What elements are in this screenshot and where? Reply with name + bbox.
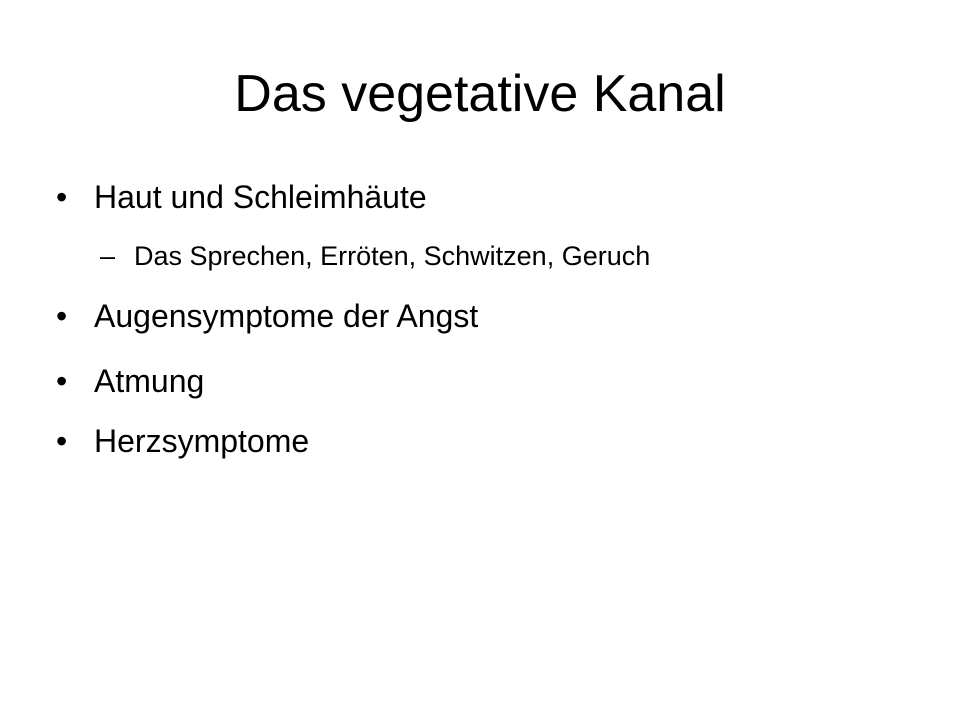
bullet-marker: • bbox=[56, 363, 68, 399]
bullet-item bbox=[56, 296, 478, 336]
bullet-text: Augensymptome der Angst bbox=[94, 298, 479, 334]
bullet-item bbox=[56, 421, 309, 461]
bullet-text: Herzsymptome bbox=[94, 423, 310, 459]
bullet-text: Atmung bbox=[94, 363, 205, 399]
bullet-marker: • bbox=[56, 298, 68, 334]
bullet-marker: • bbox=[56, 179, 68, 215]
bullet-item bbox=[56, 177, 427, 217]
bullet-item bbox=[56, 361, 204, 401]
bullet-text: Haut und Schleimhäute bbox=[94, 179, 427, 215]
sub-bullet-item bbox=[100, 238, 650, 274]
sub-bullet-text: Das Sprechen, Erröten, Schwitzen, Geruch bbox=[134, 241, 651, 271]
slide-title: Das vegetative Kanal bbox=[234, 65, 726, 123]
bullet-marker: • bbox=[56, 423, 68, 459]
sub-bullet-marker: – bbox=[100, 241, 116, 271]
